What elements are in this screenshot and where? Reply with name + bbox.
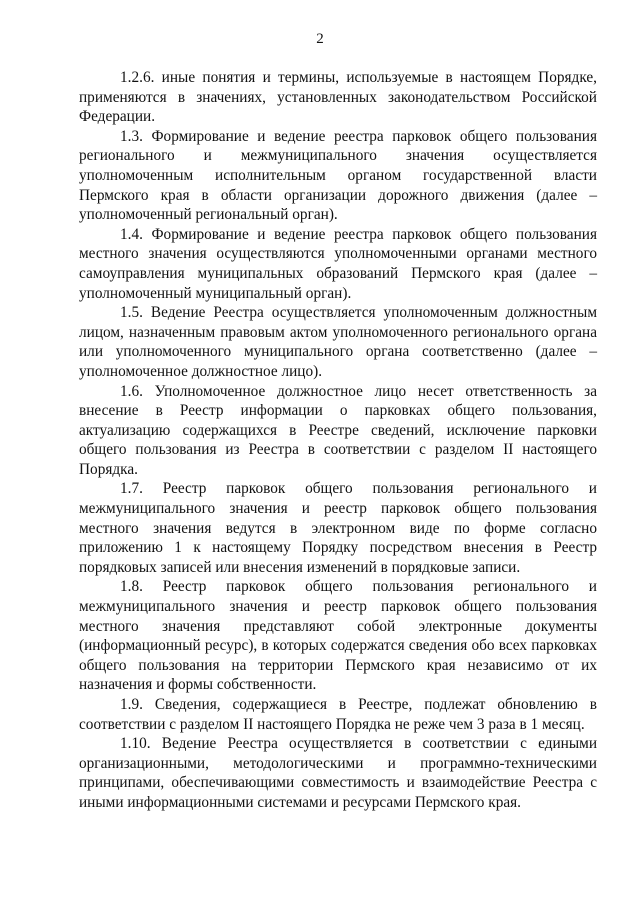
document-body [79,68,597,813]
paragraph-1-6: 1.6. Уполномоченное должностное лицо несет ответственность за внесение в Реестр информации о парковках общего пользования, актуализацию содержащихся в Реестре сведений, исключение парковки общего пользования из Реестра в соответствии с разделом II настоящего Порядка. [79,382,597,478]
page-number: 2 [316,31,324,47]
paragraph-1-10: 1.10. Ведение Реестра осуществляется в соответствии с едиными организационными, методологическими и программно-техническими принципами, обеспечивающими совместимость и взаимодействие Реестра с иными информационными системами и ресурсами Пермского края. [79,735,597,811]
paragraph-1-7: 1.7. Реестр парковок общего пользования регионального и межмуниципального значения и реестр парковок общего пользования местного значения ведутся в электронном виде по форме согласно приложению 1 к настоящему Порядку посредством внесения в Реестр порядковых записей или внесения изменений в порядковые записи. [79,480,597,576]
paragraph-1-9: 1.9. Сведения, содержащиеся в Реестре, подлежат обновлению в соответствии с разделом II настоящего Порядка не реже чем 3 раза в 1 месяц. [79,696,597,733]
paragraph-1-5: 1.5. Ведение Реестра осуществляется уполномоченным должностным лицом, назначенным правовым актом уполномоченного регионального органа или уполномоченного муниципального органа соответственно (далее – уполномоченное должностное лицо). [79,304,597,380]
paragraph-1-2-6: 1.2.6. иные понятия и термины, используемые в настоящем Порядке, применяются в значениях, установленных законодательством Российской Федерации. [79,69,597,126]
paragraph-1-3: 1.3. Формирование и ведение реестра парковок общего пользования регионального и межмуниципального значения осуществляется уполномоченным исполнительным органом государственной власти Пермского края в области организации дорожного движения (далее – уполномоченный региональный орган). [79,127,597,224]
paragraph-1-4: 1.4. Формирование и ведение реестра парковок общего пользования местного значения осуществляются уполномоченными органами местного самоуправления муниципальных образований Пермского края (далее – уполномоченный муниципальный орган). [79,225,597,302]
paragraph-1-8: 1.8. Реестр парковок общего пользования регионального и межмуниципального значения и реестр парковок общего пользования местного значения представляют собой электронные документы (информационный ресурс), в которых содержатся сведения обо всех парковках общего пользования на территории Пермского края независимо от их назначения и формы собственности. [79,578,597,694]
